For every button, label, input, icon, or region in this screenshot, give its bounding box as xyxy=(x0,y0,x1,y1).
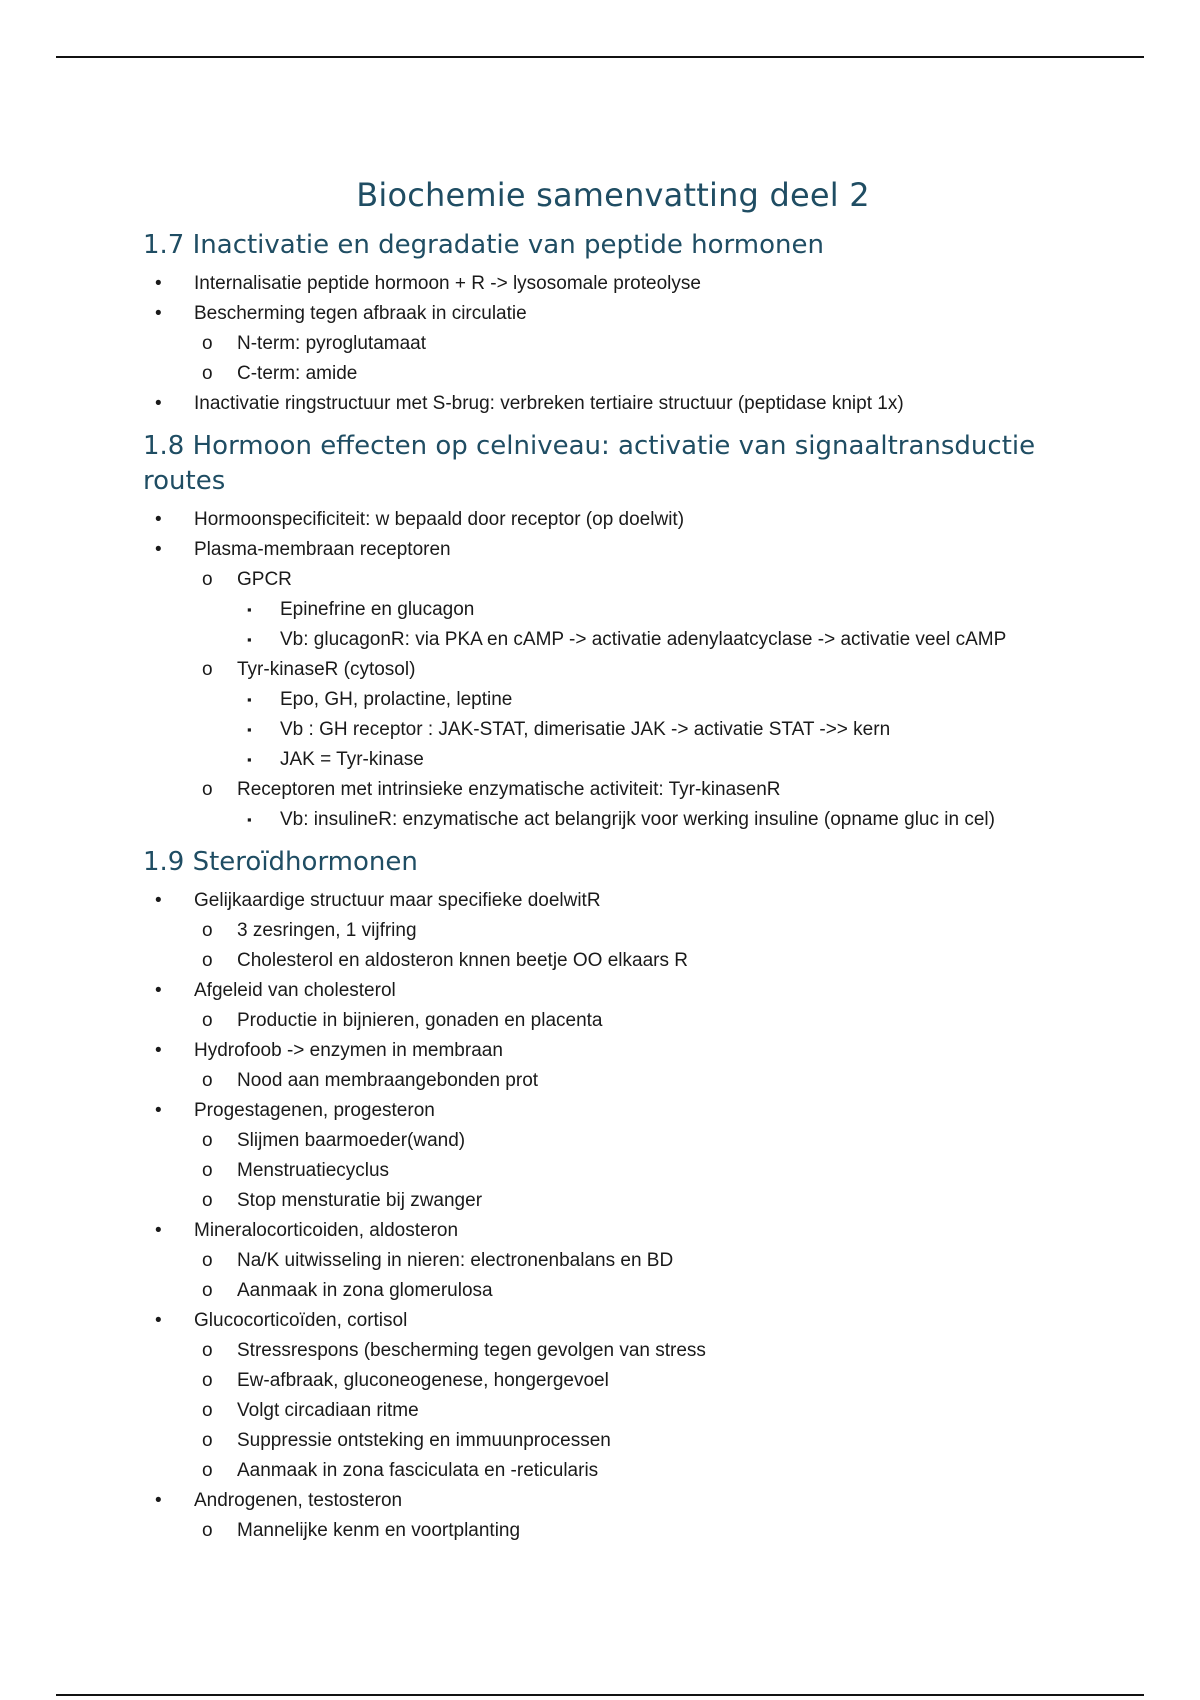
list-item-text: Menstruatiecyclus xyxy=(237,1160,390,1181)
bullet-marker: ▪ xyxy=(247,692,252,707)
list-item xyxy=(194,1336,1083,1366)
list-item-text: Progestagenen, progesteron xyxy=(194,1100,435,1121)
list-item xyxy=(194,655,1083,775)
bullet-marker: o xyxy=(202,569,213,590)
bullet-marker: o xyxy=(202,333,213,354)
list-item xyxy=(194,1006,1083,1036)
bullet-marker: • xyxy=(155,509,162,530)
list-item xyxy=(143,269,1083,299)
list-item-text: Gelijkaardige structuur maar specifieke doelwitR xyxy=(194,890,601,911)
bullet-list-level-2 xyxy=(194,1336,1083,1486)
list-item-text: Epo, GH, prolactine, leptine xyxy=(280,689,513,710)
bullet-marker: o xyxy=(202,950,213,971)
bullet-marker: o xyxy=(202,920,213,941)
bullet-list-level-2 xyxy=(194,1126,1083,1216)
list-item-text: Nood aan membraangebonden prot xyxy=(237,1070,539,1091)
bullet-marker: • xyxy=(155,273,162,294)
bullet-list-level-3 xyxy=(237,805,1083,835)
bullet-list-level-2 xyxy=(194,1246,1083,1306)
bullet-marker: o xyxy=(202,1070,213,1091)
list-item-text: Slijmen baarmoeder(wand) xyxy=(237,1130,466,1151)
list-item xyxy=(143,1096,1083,1216)
bullet-list-level-3 xyxy=(237,685,1083,775)
list-item xyxy=(194,946,1083,976)
list-item-text: Hydrofoob -> enzymen in membraan xyxy=(194,1040,503,1061)
list-item xyxy=(143,976,1083,1036)
list-item xyxy=(237,595,1083,625)
list-item xyxy=(194,916,1083,946)
bullet-list-level-2 xyxy=(194,565,1083,835)
list-item-text: Receptoren met intrinsieke enzymatische activiteit: Tyr-kinasenR xyxy=(237,779,781,800)
list-item xyxy=(143,886,1083,976)
list-item xyxy=(194,565,1083,655)
list-item xyxy=(194,1366,1083,1396)
list-item-text: Glucocorticoïden, cortisol xyxy=(194,1310,408,1331)
document-title: Biochemie samenvatting deel 2 xyxy=(356,176,870,214)
section-heading: 1.8 Hormoon effecten op celniveau: activatie van signaaltransductie routes xyxy=(143,431,1036,496)
list-item xyxy=(143,535,1083,835)
bullet-marker: o xyxy=(202,1250,213,1271)
list-item xyxy=(194,1246,1083,1276)
section-heading: 1.9 Steroïdhormonen xyxy=(143,847,418,877)
bullet-marker: • xyxy=(155,980,162,1001)
list-item xyxy=(143,1036,1083,1096)
list-item-text: Vb: glucagonR: via PKA en cAMP -> activatie adenylaatcyclase -> activatie veel cAMP xyxy=(280,629,1007,650)
list-item-text: GPCR xyxy=(237,569,292,590)
list-item xyxy=(143,1486,1083,1546)
bullet-list-level-2 xyxy=(194,1066,1083,1096)
list-item-text: Suppressie ontsteking en immuunprocessen xyxy=(237,1430,611,1451)
section xyxy=(143,429,1083,835)
bullet-marker: • xyxy=(155,1040,162,1061)
list-item-text: Bescherming tegen afbraak in circulatie xyxy=(194,303,527,324)
list-item-text: N-term: pyroglutamaat xyxy=(237,333,427,354)
list-item xyxy=(237,715,1083,745)
list-item xyxy=(194,1516,1083,1546)
bullet-list-level-3 xyxy=(237,595,1083,655)
bullet-marker: o xyxy=(202,1340,213,1361)
list-item-text: Cholesterol en aldosteron knnen beetje OO elkaars R xyxy=(237,950,688,971)
list-item xyxy=(194,329,1083,359)
bullet-marker: • xyxy=(155,1490,162,1511)
bullet-list-level-2 xyxy=(194,1006,1083,1036)
bullet-marker: o xyxy=(202,1400,213,1421)
bullet-list-level-1 xyxy=(143,886,1083,1546)
list-item xyxy=(194,1126,1083,1156)
list-item xyxy=(194,1396,1083,1426)
list-item-text: Inactivatie ringstructuur met S-brug: verbreken tertiaire structuur (peptidase knipt 1x) xyxy=(194,393,904,414)
bullet-marker: o xyxy=(202,363,213,384)
section xyxy=(143,845,1083,1546)
bullet-marker: • xyxy=(155,539,162,560)
list-item-text: Vb : GH receptor : JAK-STAT, dimerisatie JAK -> activatie STAT ->> kern xyxy=(280,719,891,740)
list-item-text: Stressrespons (bescherming tegen gevolgen van stress xyxy=(237,1340,706,1361)
list-item xyxy=(237,745,1083,775)
list-item xyxy=(143,1216,1083,1306)
list-item-text: Na/K uitwisseling in nieren: electronenbalans en BD xyxy=(237,1250,674,1271)
bullet-marker: o xyxy=(202,1370,213,1391)
bullet-marker: o xyxy=(202,1430,213,1451)
list-item-text: Mannelijke kenm en voortplanting xyxy=(237,1520,521,1541)
list-item-text: Vb: insulineR: enzymatische act belangrijk voor werking insuline (opname gluc in cel) xyxy=(280,809,995,830)
bullet-marker: ▪ xyxy=(247,632,252,647)
list-item xyxy=(237,805,1083,835)
bullet-marker: o xyxy=(202,1010,213,1031)
list-item-text: Plasma-membraan receptoren xyxy=(194,539,451,560)
list-item-text: Epinefrine en glucagon xyxy=(280,599,475,620)
bullet-marker: o xyxy=(202,1130,213,1151)
bullet-list-level-2 xyxy=(194,329,1083,389)
list-item xyxy=(143,505,1083,535)
list-item xyxy=(194,775,1083,835)
list-item-text: Afgeleid van cholesterol xyxy=(194,980,396,1001)
list-item xyxy=(143,299,1083,389)
list-item xyxy=(194,1456,1083,1486)
bullet-marker: o xyxy=(202,1160,213,1181)
bullet-marker: o xyxy=(202,659,213,680)
list-item xyxy=(194,1156,1083,1186)
list-item-text: Volgt circadiaan ritme xyxy=(237,1400,419,1421)
list-item xyxy=(194,1426,1083,1456)
bullet-list-level-2 xyxy=(194,916,1083,976)
list-item xyxy=(143,389,1083,419)
list-item xyxy=(143,1306,1083,1486)
bullet-marker: • xyxy=(155,890,162,911)
bullet-marker: ▪ xyxy=(247,602,252,617)
bullet-marker: o xyxy=(202,1190,213,1211)
section xyxy=(143,228,1083,419)
header-rule xyxy=(56,56,1144,58)
list-item-text: C-term: amide xyxy=(237,363,358,384)
document-body xyxy=(143,176,1083,1556)
sections-container xyxy=(143,228,1083,1546)
bullet-list-level-2 xyxy=(194,1516,1083,1546)
footer-rule xyxy=(56,1694,1144,1696)
list-item xyxy=(194,359,1083,389)
list-item-text: JAK = Tyr-kinase xyxy=(280,749,424,770)
bullet-marker: ▪ xyxy=(247,812,252,827)
list-item xyxy=(194,1276,1083,1306)
list-item-text: 3 zesringen, 1 vijfring xyxy=(237,920,417,941)
list-item xyxy=(194,1066,1083,1096)
list-item-text: Aanmaak in zona fasciculata en -reticularis xyxy=(237,1460,599,1481)
bullet-marker: ▪ xyxy=(247,752,252,767)
bullet-marker: • xyxy=(155,1310,162,1331)
list-item-text: Internalisatie peptide hormoon + R -> lysosomale proteolyse xyxy=(194,273,701,294)
list-item-text: Tyr-kinaseR (cytosol) xyxy=(237,659,416,680)
bullet-marker: • xyxy=(155,1100,162,1121)
bullet-marker: ▪ xyxy=(247,722,252,737)
bullet-marker: o xyxy=(202,1280,213,1301)
list-item-text: Ew-afbraak, gluconeogenese, hongergevoel xyxy=(237,1370,609,1391)
list-item xyxy=(237,625,1083,655)
section-heading: 1.7 Inactivatie en degradatie van peptide hormonen xyxy=(143,230,824,260)
list-item-text: Mineralocorticoiden, aldosteron xyxy=(194,1220,459,1241)
list-item-text: Aanmaak in zona glomerulosa xyxy=(237,1280,493,1301)
bullet-marker: • xyxy=(155,303,162,324)
list-item xyxy=(194,1186,1083,1216)
list-item-text: Hormoonspecificiteit: w bepaald door receptor (op doelwit) xyxy=(194,509,685,530)
list-item-text: Androgenen, testosteron xyxy=(194,1490,403,1511)
bullet-marker: • xyxy=(155,1220,162,1241)
bullet-list-level-1 xyxy=(143,505,1083,835)
bullet-list-level-1 xyxy=(143,269,1083,419)
list-item xyxy=(237,685,1083,715)
list-item-text: Productie in bijnieren, gonaden en placenta xyxy=(237,1010,603,1031)
bullet-marker: o xyxy=(202,1460,213,1481)
bullet-marker: • xyxy=(155,393,162,414)
list-item-text: Stop mensturatie bij zwanger xyxy=(237,1190,483,1211)
bullet-marker: o xyxy=(202,779,213,800)
bullet-marker: o xyxy=(202,1520,213,1541)
